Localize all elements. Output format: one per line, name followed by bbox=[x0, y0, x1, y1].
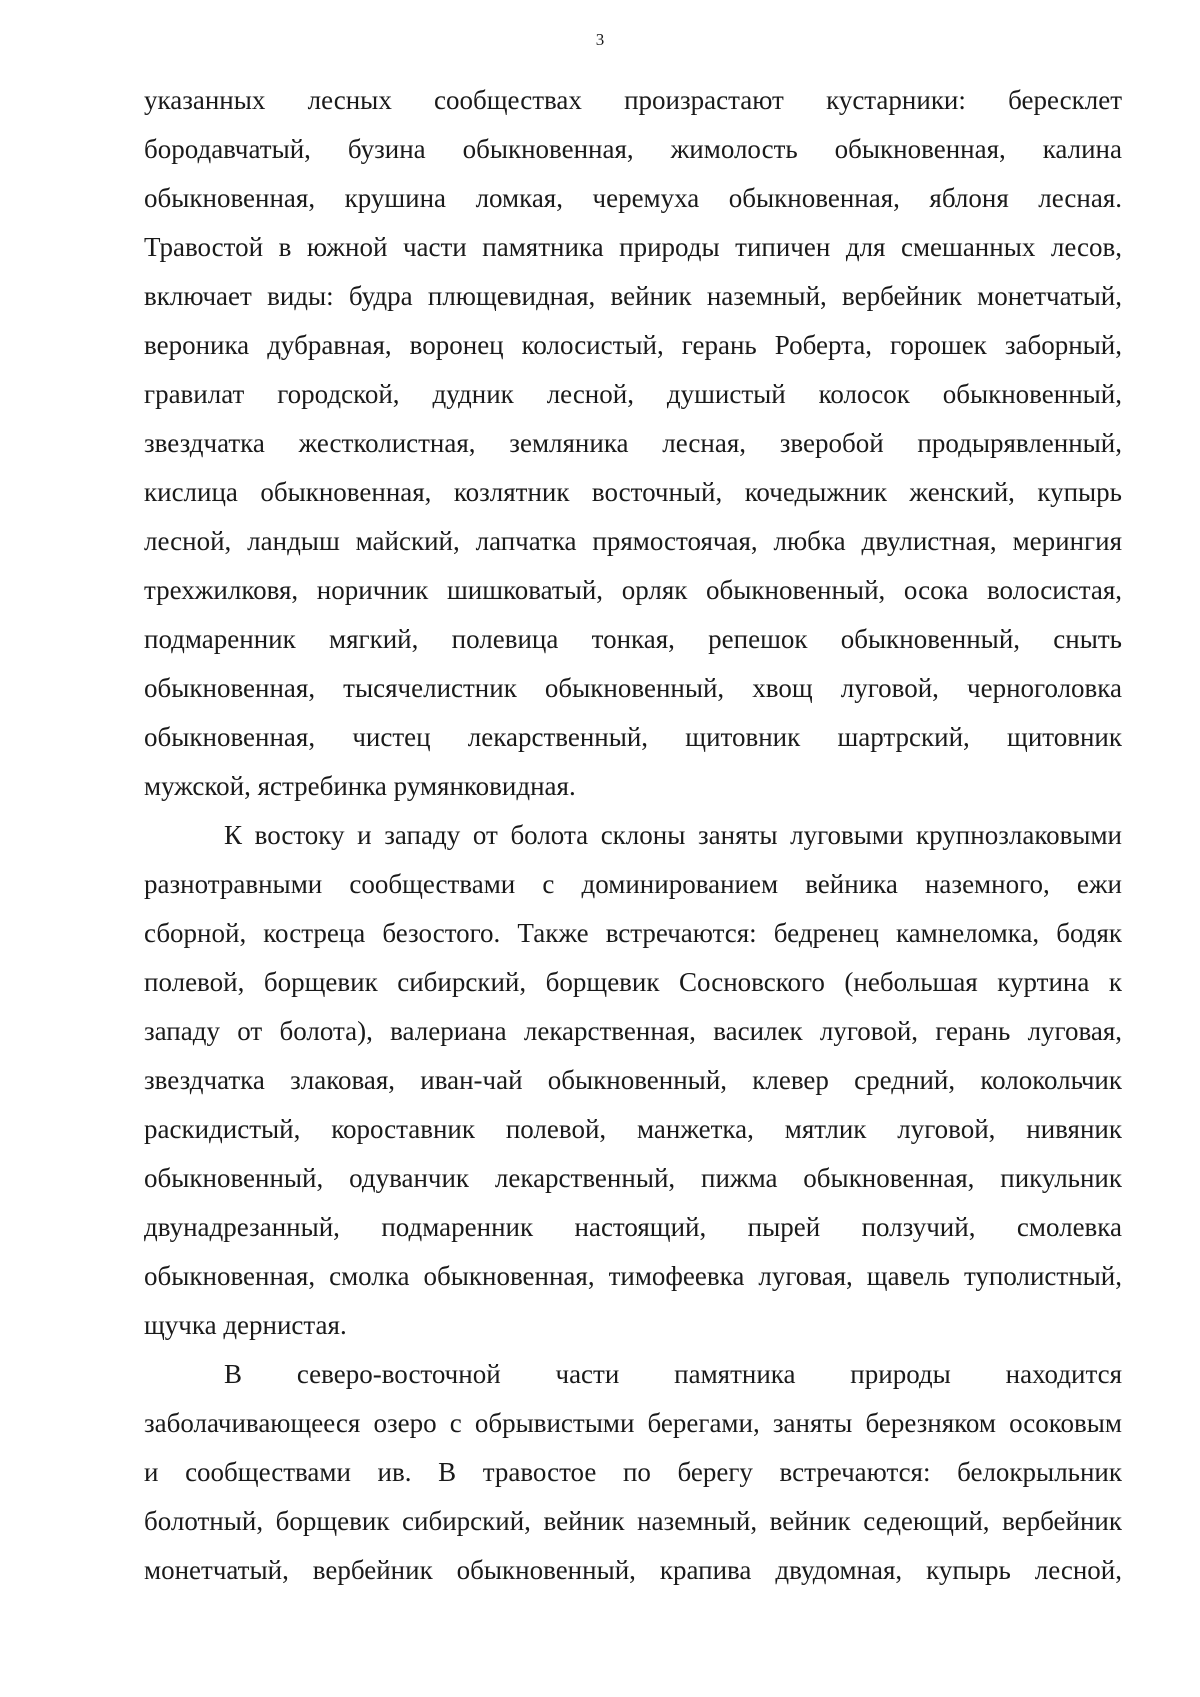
text-line: Травостой в южной части памятника природы типичен для смешанных лесов, bbox=[144, 232, 1122, 262]
text-line: обыкновенная, крушина ломкая, черемуха обыкновенная, яблоня лесная. bbox=[144, 183, 1122, 213]
paragraph-northeast-lake bbox=[144, 1350, 1122, 1595]
paragraph-forest-shrubs bbox=[144, 76, 1122, 811]
text-line: обыкновенная, смолка обыкновенная, тимофеевка луговая, щавель туполистный, bbox=[144, 1261, 1122, 1291]
text-line: западу от болота), валериана лекарственная, василек луговой, герань луговая, bbox=[144, 1016, 1122, 1046]
paragraph-meadow-communities bbox=[144, 811, 1122, 1350]
text-line: и сообществами ив. В травостое по берегу встречаются: белокрыльник bbox=[144, 1457, 1122, 1487]
text-line: трехжилковя, норичник шишковатый, орляк обыкновенный, осока волосистая, bbox=[144, 575, 1122, 605]
text-line: включает виды: будра плющевидная, вейник наземный, вербейник монетчатый, bbox=[144, 281, 1122, 311]
text-line: монетчатый, вербейник обыкновенный, крапива двудомная, купырь лесной, bbox=[144, 1555, 1122, 1585]
text-line: обыкновенная, тысячелистник обыкновенный, хвощ луговой, черноголовка bbox=[144, 673, 1122, 703]
text-line: обыкновенная, чистец лекарственный, щитовник шартрский, щитовник bbox=[144, 722, 1122, 752]
document-body bbox=[144, 76, 1122, 1595]
text-line: кислица обыкновенная, козлятник восточный, кочедыжник женский, купырь bbox=[144, 477, 1122, 507]
text-line: разнотравными сообществами с доминированием вейника наземного, ежи bbox=[144, 869, 1122, 899]
text-line: подмаренник мягкий, полевица тонкая, репешок обыкновенный, сныть bbox=[144, 624, 1122, 654]
text-line: звездчатка злаковая, иван-чай обыкновенный, клевер средний, колокольчик bbox=[144, 1065, 1122, 1095]
text-line: лесной, ландыш майский, лапчатка прямостоячая, любка двулистная, мерингия bbox=[144, 526, 1122, 556]
text-line: гравилат городской, дудник лесной, душистый колосок обыкновенный, bbox=[144, 379, 1122, 409]
text-line: сборной, костреца безостого. Также встречаются: бедренец камнеломка, бодяк bbox=[144, 918, 1122, 948]
text-line: щучка дернистая. bbox=[144, 1310, 347, 1340]
text-line: обыкновенный, одуванчик лекарственный, пижма обыкновенная, пикульник bbox=[144, 1163, 1122, 1193]
text-line: полевой, борщевик сибирский, борщевик Сосновского (небольшая куртина к bbox=[144, 967, 1122, 997]
text-line: раскидистый, короставник полевой, манжетка, мятлик луговой, нивяник bbox=[144, 1114, 1122, 1144]
text-line: двунадрезанный, подмаренник настоящий, пырей ползучий, смолевка bbox=[144, 1212, 1122, 1242]
text-line: мужской, ястребинка румянковидная. bbox=[144, 771, 576, 801]
text-line: болотный, борщевик сибирский, вейник наземный, вейник седеющий, вербейник bbox=[144, 1506, 1122, 1536]
text-line: В северо-восточной части памятника природы находится bbox=[224, 1359, 1122, 1389]
text-line: вероника дубравная, воронец колосистый, герань Роберта, горошек заборный, bbox=[144, 330, 1122, 360]
text-line: указанных лесных сообществах произрастают кустарники: бересклет bbox=[144, 85, 1122, 115]
text-line: звездчатка жестколистная, земляника лесная, зверобой продырявленный, bbox=[144, 428, 1122, 458]
text-line: бородавчатый, бузина обыкновенная, жимолость обыкновенная, калина bbox=[144, 134, 1122, 164]
page-number: 3 bbox=[595, 30, 605, 49]
text-line: заболачивающееся озеро с обрывистыми берегами, заняты березняком осоковым bbox=[144, 1408, 1122, 1438]
text-line: К востоку и западу от болота склоны заняты луговыми крупнозлаковыми bbox=[224, 820, 1122, 850]
